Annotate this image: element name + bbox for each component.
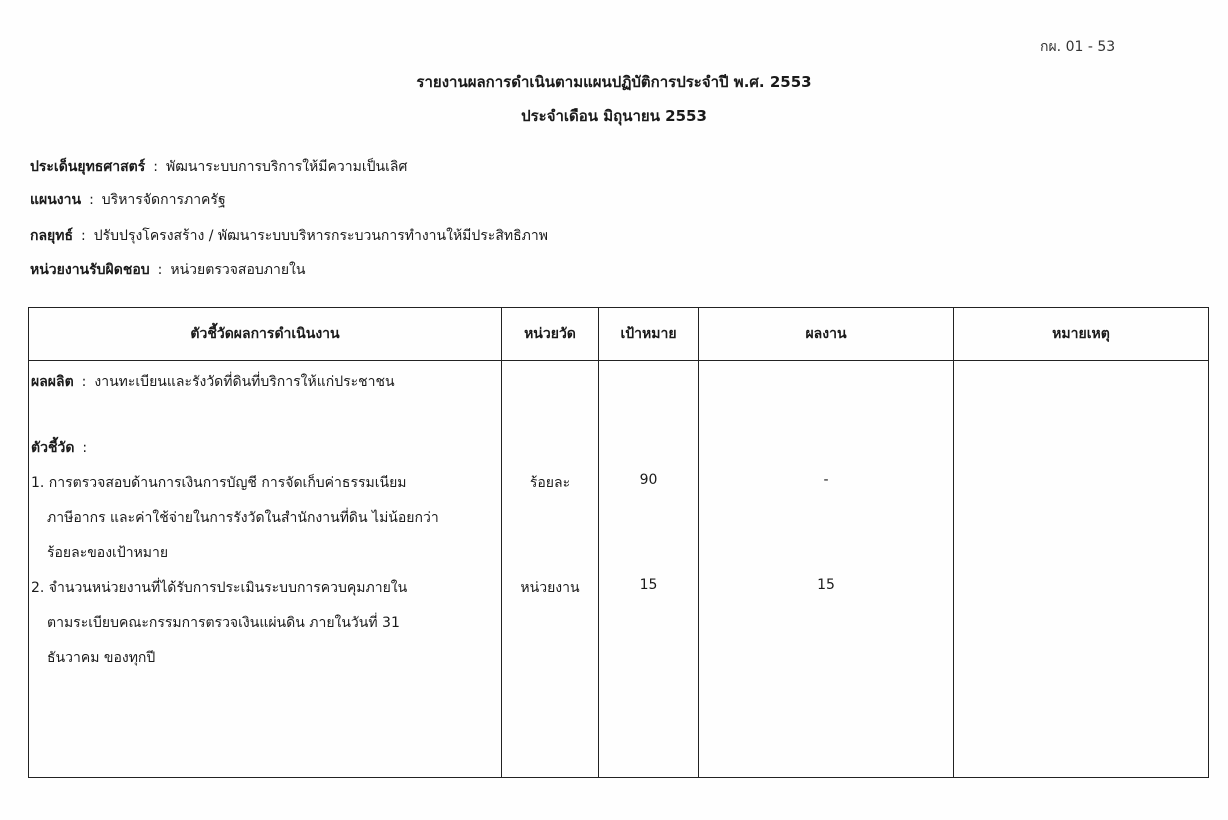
tactic-label: กลยุทธ์ (30, 228, 74, 244)
header-target: เป้าหมาย (599, 308, 699, 361)
header-unit: หน่วยวัด (502, 308, 599, 361)
row1-line3: ร้อยละของเป้าหมาย (47, 545, 169, 561)
colon: : (157, 262, 163, 278)
meta-plan (30, 189, 226, 211)
row2-line2: ตามระเบียบคณะกรรมการตรวจเงินแผ่นดิน ภายในวันที่ 31 (47, 615, 400, 631)
colon: : (81, 374, 87, 390)
header-note: หมายเหตุ (954, 308, 1209, 361)
unit-value: หน่วยตรวจสอบภายใน (170, 262, 306, 278)
target-cell (599, 361, 699, 778)
tactic-value: ปรับปรุงโครงสร้าง / พัฒนาระบบบริหารกระบวนการทำงานให้มีประสิทธิภาพ (93, 228, 548, 244)
meta-tactic (30, 225, 548, 247)
form-code: กผ. 01 - 53 (1040, 39, 1116, 55)
row1-line1: 1. การตรวจสอบด้านการเงินการบัญชี การจัดเก็บค่าธรรมเนียม (31, 475, 407, 491)
output-line (31, 371, 395, 393)
row2-line3: ธันวาคม ของทุกปี (47, 650, 156, 666)
colon: : (153, 159, 158, 175)
output-value: งานทะเบียนและรังวัดที่ดินที่บริการให้แก่ประชาชน (94, 374, 395, 390)
report-subtitle: ประจำเดือน มิถุนายน 2553 (521, 107, 707, 125)
meta-strategy (30, 156, 407, 178)
row1-line2: ภาษีอากร และค่าใช้จ่ายในการรังวัดในสำนักงานที่ดิน ไม่น้อยกว่า (47, 510, 439, 526)
note-cell (954, 361, 1209, 778)
indicator-heading (31, 437, 87, 459)
output-label: ผลผลิต (31, 374, 74, 390)
strategy-value: พัฒนาระบบการบริการให้มีความเป็นเลิศ (165, 159, 408, 175)
row2-line1: 2. จำนวนหน่วยงานที่ได้รับการประเมินระบบการควบคุมภายใน (31, 580, 408, 596)
plan-value: บริหารจัดการภาครัฐ (101, 192, 226, 208)
indicator-cell (29, 361, 502, 778)
row2-result: 15 (817, 577, 835, 593)
row2-target: 15 (639, 577, 658, 593)
result-cell (699, 361, 954, 778)
report-title: รายงานผลการดำเนินตามแผนปฏิบัติการประจำปี พ.ศ. 2553 (416, 73, 812, 91)
header-result: ผลงาน (699, 308, 954, 361)
row1-unit: ร้อยละ (529, 475, 571, 491)
strategy-label: ประเด็นยุทธศาสตร์ (30, 159, 146, 175)
colon: : (82, 440, 88, 456)
row2-unit: หน่วยงาน (520, 580, 580, 596)
table-row (29, 361, 1209, 778)
row1-target: 90 (639, 472, 658, 488)
plan-label: แผนงาน (30, 192, 82, 208)
indicator-label: ตัวชี้วัด (31, 440, 75, 456)
colon: : (81, 228, 86, 244)
header-indicator: ตัวชี้วัดผลการดำเนินงาน (29, 308, 502, 361)
table-header-row (29, 308, 1209, 361)
unit-label: หน่วยงานรับผิดชอบ (30, 262, 150, 278)
row1-result: - (823, 472, 829, 488)
unit-cell (502, 361, 599, 778)
indicator-table (28, 307, 1209, 778)
colon: : (89, 192, 94, 208)
meta-unit (30, 259, 305, 281)
